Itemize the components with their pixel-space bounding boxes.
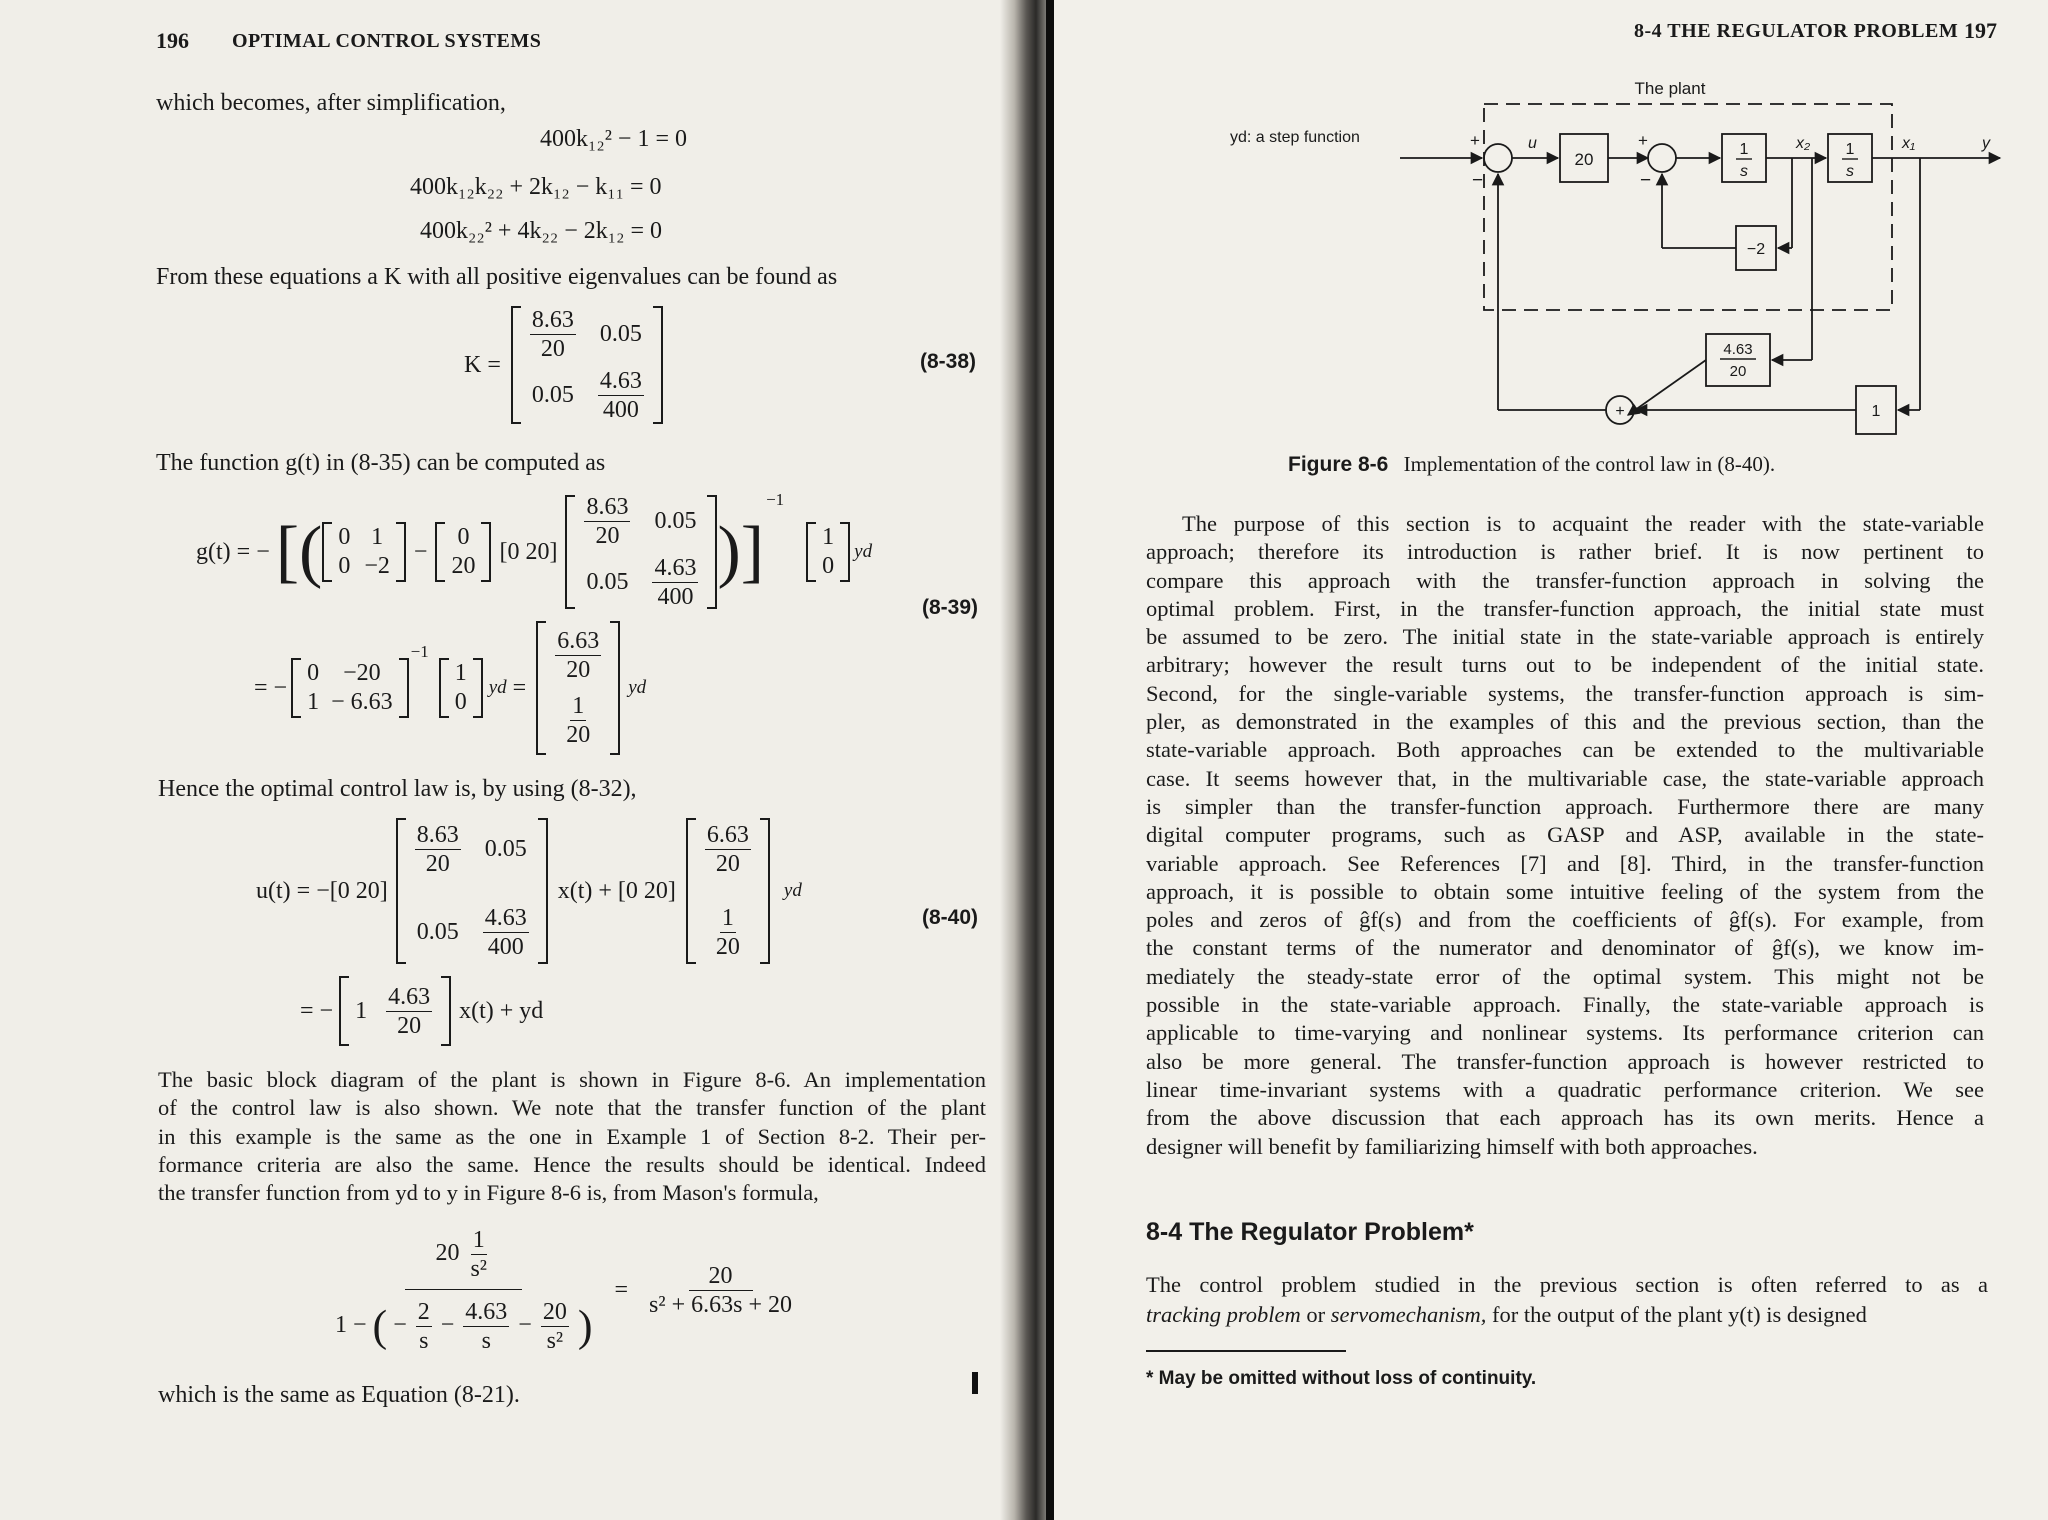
g-sentence: The function g(t) in (8-35) can be computed as xyxy=(156,450,606,476)
k-matrix-equation xyxy=(464,306,663,424)
page-number-right: 197 xyxy=(1964,18,1997,43)
summing-junction-2 xyxy=(1648,144,1676,172)
int1-den: s xyxy=(1740,163,1748,180)
gutter-edge xyxy=(1046,0,1054,1520)
right-paragraph: The purpose of this section is to acquaint the reader with the state-variable approach; therefore its introduction is rather brief. It is now pertinent to compare this approach with the transfer-function approach in solving the optimal problem. First, in the transfer-function approach, the initial state must be assumed to be zero. The initial state in the state-variable approach is entirely arbitrary; however the result turns out to be independent of the initial state. Second, for the single-variable systems, the transfer-function approach is sim- pler, as demonstrated in the examples of this and the previous section, than the state-variable approach. Both approaches can be extended to the multivariable case. It seems however that, in the multivariable case, the state-variable approach is simpler than the transfer-function approach. Furthermore there are many digital computer programs, such as GASP and ASP, available in the state- variable approach. See References [7] and [8]. Third, in the transfer-function approach, it is possible to obtain some intuitive feeling of the system from the poles and zeros of ĝf(s) and from the coefficients of ĝf(s). For example, from the constant terms of the numerator and denominator of ĝf(s), we know im- mediately the steady-state error of the optimal system. This might not be possible in the state-variable approach. Finally, the state-variable approach is applicable to time-varying and nonlinear systems. Its performance criterion can also be more general. The transfer-function approach is however restricted to linear time-invariant systems with a quadratic performance criterion. We see from the above discussion that each approach has its own merits. Hence a designer will benefit by familiarizing himself with both approaches. xyxy=(1146,511,1984,1159)
mason-formula: 20 $\frac{1}{\text{s²}}$ 1 − ( − $\frac{2}{s}$ − $\frac{4.63}{s}$ − $\frac{20}{\text{s²}}$ ) = $\frac{20}{\text{s² + 6.63s + 20}}$ xyxy=(335,1227,792,1354)
running-head-right: 8-4 THE REGULATOR PROBLEM xyxy=(1634,20,1959,42)
figure-caption-label: Figure 8-6 xyxy=(1288,453,1389,476)
intro-text: which becomes, after simplification, xyxy=(156,90,506,116)
signal-y: y xyxy=(1982,135,1990,152)
g-equation-line-2: = − 0 −20 1 − 6.63 −1 1 0 yd = $\frac{6.63}{20}$ $\frac{1}{20}$ yd xyxy=(254,620,646,756)
signal-x1: x₁ xyxy=(1902,135,1916,152)
gain-neg2-text: −2 xyxy=(1746,241,1766,258)
gain-k-den: 20 xyxy=(1729,363,1747,380)
int1-num: 1 xyxy=(1739,141,1749,158)
u-equation-line-1: u(t) = −[0 20] $\frac{8.63}{20}$ 0.05 0.05 $\frac{4.63}{400}$ x(t) + [0 20] $\frac{6.63}{20}$ $\frac{1}{20}$ yd xyxy=(256,816,802,966)
running-head-left: OPTIMAL CONTROL SYSTEMS xyxy=(232,30,542,52)
summing-junction-1 xyxy=(1484,144,1512,172)
margin-mark xyxy=(972,1372,978,1394)
g-equation-line-1: g(t) = − [( 0 1 0 −2 − 0 20 [0 20] $\frac{8.63}{20}$ 0.05 0.05 $\frac{4.63}{400}$ )] −1 1 0 yd xyxy=(196,490,873,610)
int2-num: 1 xyxy=(1845,141,1855,158)
footnote-rule xyxy=(1146,1350,1346,1352)
equation-3: 400k₂₂² + 4k₂₂ − 2k₁₂ = 0 xyxy=(420,218,663,244)
section-text: The control problem studied in the previous section is often referred to as a tracking problem or servomechanism, for the output of the plant y(t) is designed xyxy=(1146,1272,1988,1327)
sj1-minus: − xyxy=(1472,170,1484,191)
gain-k-num: 4.63 xyxy=(1723,341,1753,358)
figure-caption-text: Implementation of the control law in (8-40). xyxy=(1403,452,1776,476)
plant-label: The plant xyxy=(1634,79,1706,98)
input-label: yd: a step function xyxy=(1230,129,1360,146)
k-lhs: K = xyxy=(464,351,501,378)
b-vector: 0 20 xyxy=(435,522,491,582)
book-gutter xyxy=(1000,0,1048,1520)
figure-8-6-block-diagram xyxy=(1230,70,2020,440)
figure-caption xyxy=(1288,452,1775,477)
page-number-left: 196 xyxy=(156,28,189,53)
equation-number-8-39: (8-39) xyxy=(922,596,979,619)
k-matrix-inline: $\frac{8.63}{20}$ 0.05 0.05 $\frac{4.63}{400}$ xyxy=(565,493,717,611)
g-result-vector: $\frac{6.63}{20}$ $\frac{1}{20}$ xyxy=(536,621,620,755)
k-matrix: $\frac{8.63}{20}$ 0.05 0.05 $\frac{4.63}{400}$ xyxy=(511,306,663,424)
right-page xyxy=(1054,0,2048,1520)
left-paragraph: The basic block diagram of the plant is shown in Figure 8-6. An implementation of the control law is also shown. We note that the transfer function of the plant in this example is the same as the one in Example 1 of Section 8-2. Their per- formance criteria are also the same. Hence the results should be identical. Indeed the transfer function from yd to y in Figure 8-6 is, from Mason's formula, xyxy=(158,1067,986,1206)
k-sentence: From these equations a K with all positive eigenvalues can be found as xyxy=(156,264,838,290)
signal-x2: x₂ xyxy=(1796,135,1811,152)
sj2-plus: + xyxy=(1638,131,1648,150)
sj1-plus: + xyxy=(1470,131,1480,150)
footnote: * May be omitted without loss of continuity. xyxy=(1146,1368,1537,1389)
equation-number-8-40: (8-40) xyxy=(922,906,979,929)
closing-text: which is the same as Equation (8-21). xyxy=(158,1382,520,1408)
sj2-minus: − xyxy=(1640,170,1652,191)
equation-number-8-38: (8-38) xyxy=(920,350,977,373)
a-matrix: 0 1 0 −2 xyxy=(322,522,406,582)
u-equation-line-2: = − 1 $\frac{4.63}{20}$ x(t) + yd xyxy=(300,976,543,1046)
gain-20-text: 20 xyxy=(1574,150,1594,169)
signal-u: u xyxy=(1528,135,1537,152)
section-heading: 8-4 The Regulator Problem* xyxy=(1146,1218,1474,1246)
control-sentence: Hence the optimal control law is, by using (8-32), xyxy=(158,776,637,802)
sj3-plus: + xyxy=(1615,403,1625,420)
gain-1-text: 1 xyxy=(1871,403,1881,420)
ones-vector: 1 0 xyxy=(806,522,850,582)
equation-1: 400k₁₂² − 1 = 0 xyxy=(540,126,687,152)
int2-den: s xyxy=(1846,163,1854,180)
equation-2: 400k₁₂k₂₂ + 2k₁₂ − k₁₁ = 0 xyxy=(410,174,662,200)
